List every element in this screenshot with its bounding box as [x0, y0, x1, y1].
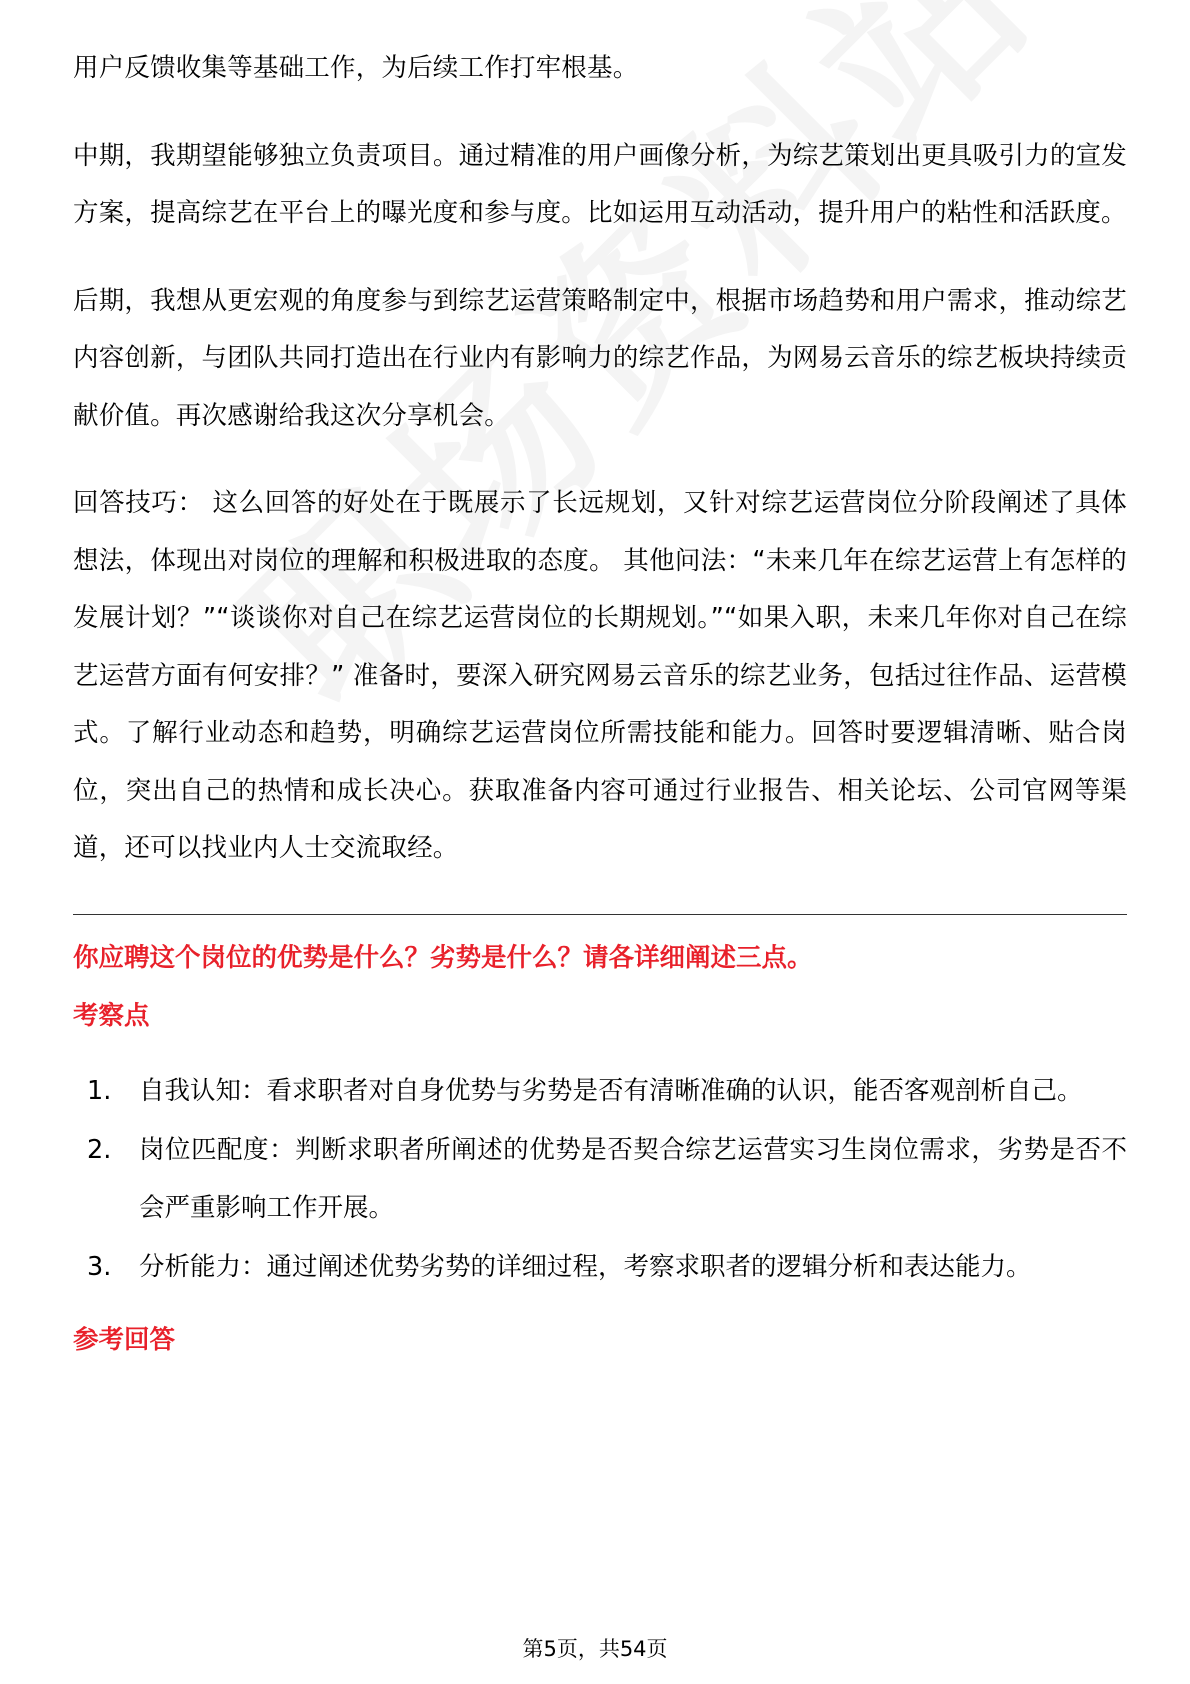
- list-item-text: 岗位匹配度：判断求职者所阐述的优势是否契合综艺运营实习生岗位需求，劣势是否不会严重影响工作开展。: [139, 1135, 1127, 1223]
- paragraph-mid-stage: 中期，我期望能够独立负责项目。通过精准的用户画像分析，为综艺策划出更具吸引力的宣发方案，提高综艺在平台上的曝光度和参与度。比如运用互动活动，提升用户的粘性和活跃度。: [73, 140, 1127, 228]
- list-item-number: 3.: [87, 1252, 112, 1282]
- list-item-number: 1.: [87, 1075, 112, 1106]
- exam-points-label: 考察点: [73, 1000, 150, 1031]
- reference-answer-label: 参考回答: [73, 1324, 176, 1355]
- list-item: [87, 1063, 1127, 1121]
- list-item-text: 自我认知：看求职者对自身优势与劣势是否有清晰准确的认识，能否客观剖析自己。: [139, 1075, 1083, 1106]
- section-divider: [73, 914, 1127, 915]
- page-footer: 第5页，共54页: [522, 1637, 668, 1661]
- paragraph-early-stage: 用户反馈收集等基础工作，为后续工作打牢根基。: [73, 53, 639, 83]
- exam-points-list: [73, 1063, 1127, 1297]
- paragraph-late-stage: 后期，我想从更宏观的角度参与到综艺运营策略制定中，根据市场趋势和用户需求，推动综艺内容创新，与团队共同打造出在行业内有影响力的综艺作品，为网易云音乐的综艺板块持续贡献价值。再次感谢给我这次分享机会。: [73, 285, 1127, 431]
- question-heading: 你应聘这个岗位的优势是什么？劣势是什么？请各详细阐述三点。: [73, 942, 813, 973]
- list-item-number: 2.: [87, 1135, 112, 1165]
- document-body: [73, 40, 1127, 1361]
- list-item-text: 分析能力：通过阐述优势劣势的详细过程，考察求职者的逻辑分析和表达能力。: [139, 1252, 1032, 1282]
- list-item: [87, 1122, 1127, 1237]
- list-item: [87, 1239, 1127, 1297]
- paragraph-answer-tips: 回答技巧： 这么回答的好处在于既展示了长远规划，又针对综艺运营岗位分阶段阐述了具体想法，体现出对岗位的理解和积极进取的态度。 其他问法：“未来几年在综艺运营上有怎样的发展计划？”“谈谈你对自己在综艺运营岗位的长期规划。”“如果入职，未来几年你对自己在综艺运营方面有何安排？” 准备时，要深入研究网易云音乐的综艺业务，包括过往作品、运营模式。了解行业动态和趋势，明确综艺运营岗位所需技能和能力。回答时要逻辑清晰、贴合岗位，突出自己的热情和成长决心。获取准备内容可通过行业报告、相关论坛、公司官网等渠道，还可以找业内人士交流取经。: [73, 488, 1127, 863]
